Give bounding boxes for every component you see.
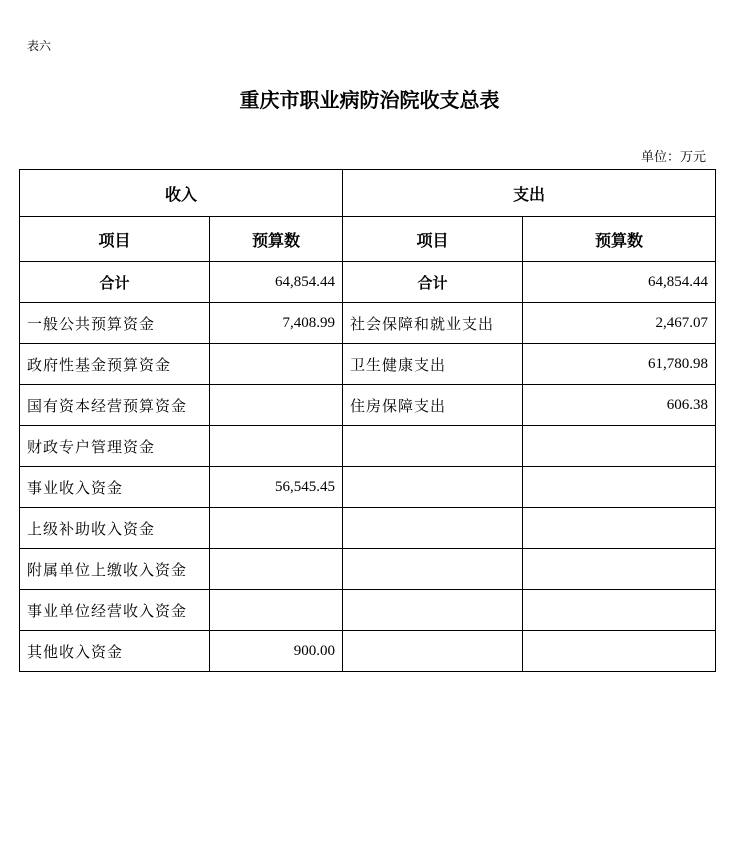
income-value-cell: 56,545.45 <box>210 467 343 508</box>
page-title: 重庆市职业病防治院收支总表 <box>239 88 500 112</box>
table-row <box>20 385 716 426</box>
income-section-header: 收入 <box>20 170 343 217</box>
table-row <box>20 590 716 631</box>
expense-item-cell <box>343 467 523 508</box>
table-body <box>20 170 716 672</box>
income-item-column-header: 项目 <box>20 217 210 262</box>
expense-item-column-header: 项目 <box>343 217 523 262</box>
table-row <box>20 631 716 672</box>
income-total-value: 64,854.44 <box>210 262 343 303</box>
table-row <box>20 426 716 467</box>
table-number-label: 表六 <box>27 39 52 53</box>
income-item-cell: 财政专户管理资金 <box>20 426 210 467</box>
expense-item-cell: 住房保障支出 <box>343 385 523 426</box>
expense-item-cell <box>343 508 523 549</box>
income-value-cell <box>210 426 343 467</box>
expense-value-cell <box>523 467 716 508</box>
expense-budget-column-header: 预算数 <box>523 217 716 262</box>
expense-item-cell <box>343 590 523 631</box>
income-item-cell: 一般公共预算资金 <box>20 303 210 344</box>
income-item-cell: 上级补助收入资金 <box>20 508 210 549</box>
income-item-cell: 国有资本经营预算资金 <box>20 385 210 426</box>
expense-item-cell <box>343 631 523 672</box>
income-item-cell: 事业单位经营收入资金 <box>20 590 210 631</box>
income-budget-column-header: 预算数 <box>210 217 343 262</box>
table-row <box>20 549 716 590</box>
expense-item-cell: 社会保障和就业支出 <box>343 303 523 344</box>
expense-value-cell: 606.38 <box>523 385 716 426</box>
table-row <box>20 344 716 385</box>
column-header-row <box>20 217 716 262</box>
income-item-cell: 政府性基金预算资金 <box>20 344 210 385</box>
expense-value-cell: 2,467.07 <box>523 303 716 344</box>
expense-item-cell: 卫生健康支出 <box>343 344 523 385</box>
income-value-cell: 900.00 <box>210 631 343 672</box>
expense-value-cell <box>523 426 716 467</box>
expense-value-cell <box>523 508 716 549</box>
income-value-cell <box>210 590 343 631</box>
table-row <box>20 508 716 549</box>
total-row <box>20 262 716 303</box>
budget-summary-table <box>19 169 716 672</box>
income-value-cell <box>210 385 343 426</box>
income-item-cell: 其他收入资金 <box>20 631 210 672</box>
expense-value-cell: 61,780.98 <box>523 344 716 385</box>
expense-value-cell <box>523 590 716 631</box>
section-header-row <box>20 170 716 217</box>
income-value-cell <box>210 344 343 385</box>
income-item-cell: 附属单位上缴收入资金 <box>20 549 210 590</box>
income-total-label: 合计 <box>20 262 210 303</box>
income-value-cell <box>210 549 343 590</box>
expense-item-cell <box>343 549 523 590</box>
income-item-cell: 事业收入资金 <box>20 467 210 508</box>
expense-item-cell <box>343 426 523 467</box>
table-row <box>20 467 716 508</box>
expense-value-cell <box>523 549 716 590</box>
expense-total-label: 合计 <box>343 262 523 303</box>
expense-value-cell <box>523 631 716 672</box>
income-value-cell <box>210 508 343 549</box>
unit-label: 单位：万元 <box>640 150 706 165</box>
table-row <box>20 303 716 344</box>
expense-section-header: 支出 <box>343 170 716 217</box>
expense-total-value: 64,854.44 <box>523 262 716 303</box>
income-value-cell: 7,408.99 <box>210 303 343 344</box>
